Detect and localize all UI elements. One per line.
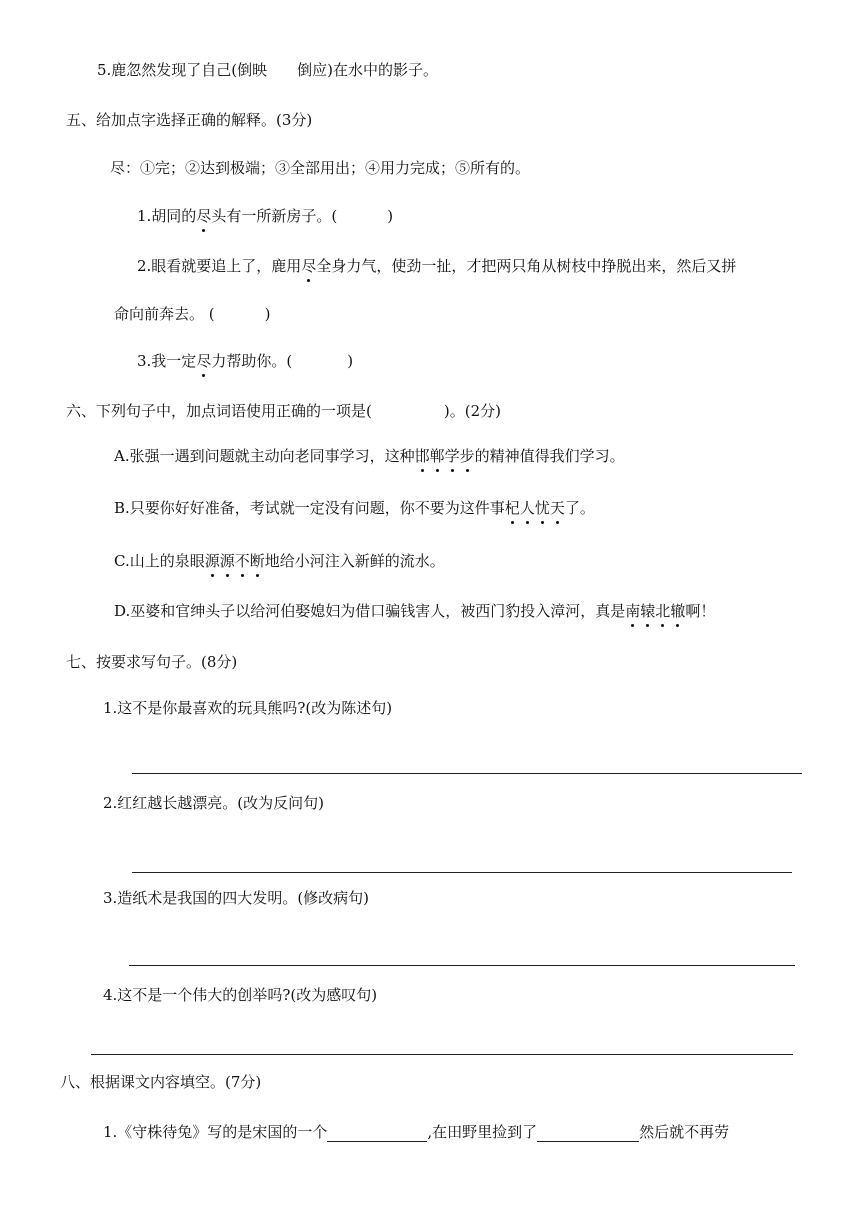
answer-line-3[interactable]	[129, 965, 795, 966]
item-text: )	[264, 305, 271, 323]
heading-text: 六、下列句子中，加点词语使用正确的一项是(	[66, 402, 372, 420]
dotted-char: 步	[459, 447, 475, 465]
section-5-item-1	[137, 206, 393, 226]
dotted-char: 邯	[414, 447, 430, 465]
item-text: 全身力气，使劲一扯，才把两只角从树枝中挣脱出来，然后又拼	[316, 257, 737, 275]
fill-blank[interactable]	[537, 1123, 639, 1142]
option-text: D.巫婆和官绅头子以给河伯娶媳妇为借口骗钱害人，被西门豹投入漳河，真是	[114, 602, 626, 620]
section-5-item-3	[137, 351, 353, 371]
item-text: 然后就不再劳	[639, 1123, 730, 1141]
dotted-char: 天	[549, 499, 565, 517]
option-text: 了。	[564, 499, 595, 517]
section-5-item-2-cont	[114, 304, 270, 324]
item-text: 2.眼看就要追上了，鹿用	[137, 257, 302, 275]
option-text: A.张强一遇到问题就主动向老同事学习，这种	[114, 447, 415, 465]
option-text: B.只要你好好准备，考试就一定没有问题，你不要为这件事	[114, 499, 505, 517]
item-text: )	[347, 352, 354, 370]
section-5-definition: 尽：①完；②达到极端；③全部用出；④用力完成；⑤所有的。	[110, 159, 531, 177]
dotted-char: 忧	[534, 499, 550, 517]
option-text: 啊！	[685, 602, 716, 620]
question-5-alt: 倒应)在水中的影子。	[297, 61, 439, 79]
section-8-item-1	[103, 1122, 729, 1142]
section-7-item-3: 3.造纸术是我国的四大发明。(修改病句)	[103, 889, 370, 907]
dotted-char: 郸	[429, 447, 445, 465]
section-7-item-1: 1.这不是你最喜欢的玩具熊吗?(改为陈述句)	[103, 699, 393, 717]
section-7-item-2: 2.红红越长越漂亮。(改为反问句)	[103, 794, 325, 812]
option-text: 地给小河注入新鲜的流水。	[264, 552, 445, 570]
dotted-char: 学	[444, 447, 460, 465]
answer-line-1[interactable]	[132, 773, 802, 774]
dotted-char: 源	[204, 552, 220, 570]
option-c	[114, 551, 445, 571]
dotted-char: 杞	[504, 499, 520, 517]
dotted-char: 辕	[640, 602, 656, 620]
option-b	[114, 498, 595, 518]
item-text: 头有一所新房子。(	[211, 207, 338, 225]
dotted-char: 尽	[196, 207, 212, 225]
section-8-heading: 八、根据课文内容填空。(7分)	[60, 1073, 262, 1091]
item-text: )	[387, 207, 394, 225]
option-text: 的精神值得我们学习。	[474, 447, 625, 465]
section-6-heading	[66, 401, 501, 421]
dotted-char: 南	[625, 602, 641, 620]
option-a	[114, 446, 625, 466]
dotted-char: 人	[519, 499, 535, 517]
dotted-char: 北	[655, 602, 671, 620]
answer-line-4[interactable]	[91, 1054, 793, 1055]
dotted-char: 辙	[670, 602, 686, 620]
heading-text: )。(2分)	[443, 402, 501, 420]
item-text: 1.《守株待兔》写的是宋国的一个	[103, 1123, 328, 1141]
fill-blank[interactable]	[327, 1123, 427, 1142]
section-7-item-4: 4.这不是一个伟大的创举吗?(改为感叹句)	[103, 986, 378, 1004]
option-d	[114, 601, 715, 621]
option-text: C.山上的泉眼	[114, 552, 205, 570]
question-5-line	[97, 60, 438, 80]
section-5-heading: 五、给加点字选择正确的解释。(3分)	[66, 111, 313, 129]
dotted-char: 尽	[196, 352, 212, 370]
dotted-char: 尽	[301, 257, 317, 275]
dotted-char: 不	[234, 552, 250, 570]
dotted-char: 断	[249, 552, 265, 570]
item-text: 1.胡同的	[137, 207, 197, 225]
section-5-item-2	[137, 256, 736, 276]
item-text: 力帮助你。(	[211, 352, 293, 370]
section-7-heading: 七、按要求写句子。(8分)	[66, 653, 238, 671]
item-text: 命向前奔去。 (	[114, 305, 215, 323]
item-text: 3.我一定	[137, 352, 197, 370]
item-text: ,在田野里捡到了	[427, 1123, 538, 1141]
dotted-char: 源	[219, 552, 235, 570]
question-5-text: 5.鹿忽然发现了自己(倒映	[97, 61, 268, 79]
answer-line-2[interactable]	[132, 872, 792, 873]
